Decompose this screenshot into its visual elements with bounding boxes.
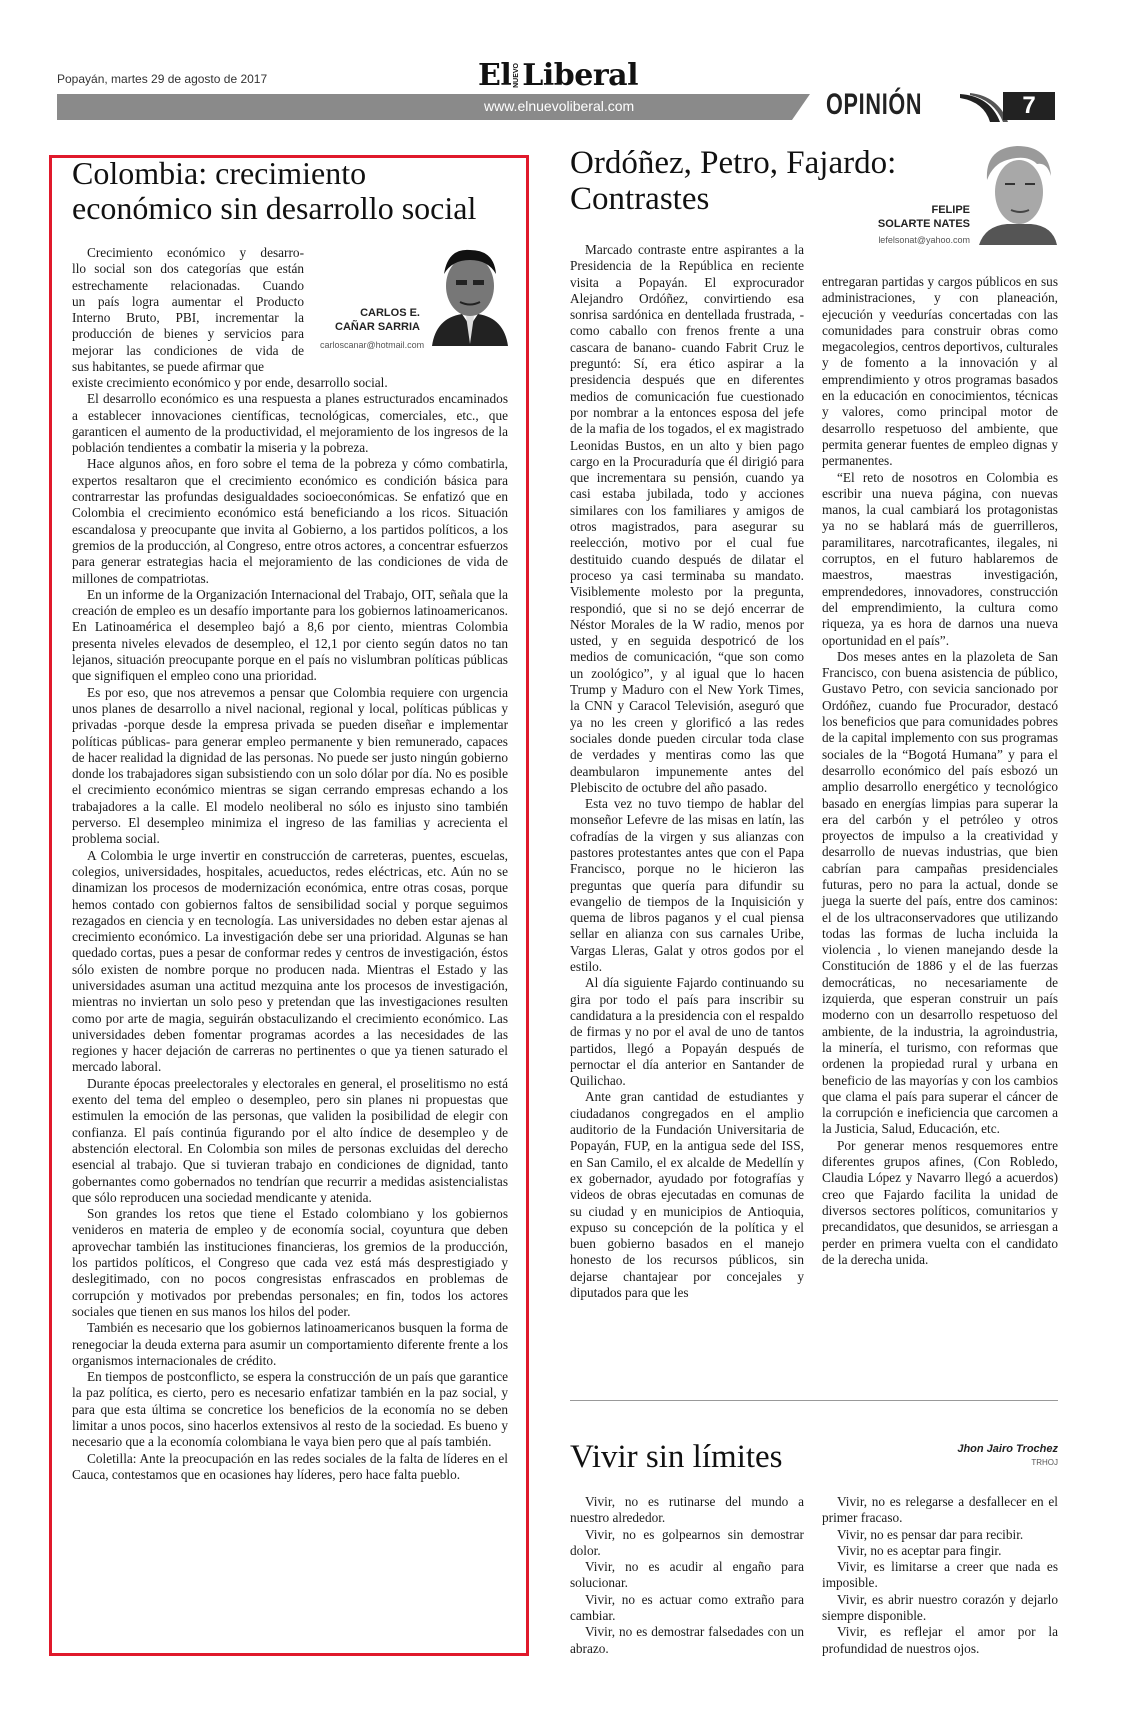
- article1-author-last: CAÑAR SARRIA: [335, 321, 420, 333]
- article2-paragraph: Ante gran cantidad de estudiantes y ciudadanos congregados en el amplio auditorio de la Fundación Universitaria de Popayán, FUP, en la antigua sede del ISS, en San Camilo, el ex alcalde de Medellín y ex gobernador, ayudado por fotografías y videos de obras ejecutadas en comunas de su ciudad y en municipios de Antioquia, expuso su concepción de la política y el buen gobierno basados en el manejo honesto de los recursos públicos, sin dejarse chantajear por concejales y diputados para que les: [570, 1089, 804, 1300]
- publication-date: Popayán, martes 29 de agosto de 2017: [57, 72, 268, 86]
- article3-verse: Vivir, es abrir nuestro corazón y dejarlo siempre disponible.: [822, 1591, 1058, 1624]
- article2-paragraph: Marcado contraste entre aspirantes a la Presidencia de la República en reciente visita a Popayán. El exprocurador Alejandro Ordóñez, convirtiendo esa sonrisa sardónica en dentellada frustrada, -como caballo con frenos frente a una cascara de banano- cuando Fabrit Cruz le preguntó: Sí, era ético aspirar a la presidencia después que en diferentes medios de comunicación fue cuestionado por nombrar a la entonces esposa del jefe de la mafia de los togados, el ex magistrado Leonidas Bustos, en un alto y bien pago cargo en la Procuraduría que él dirigió para que incrementara su pensión, cuando ya casi estaba jubilada, todo y acciones similares con los familiares y amigos de otros magistrados, para asegurar su reelección, motivo por el cual fue destituido cuando después de dilatar el proceso ya casi terminaba su mandato. Visiblemente molesto por la pregunta, respondió, que si no se dejó encerrar de Néstor Morales de la W radio, menos por usted, y en seguida despotricó de los medios de comunicación, “que son como un zoológico”, y al igual que lo hacen Trump y Maduro con el New York Times, la CNN y Caracol Televisión, aseguró que ya no les creen y glorificó a las redes sociales donde pueden circular toda clase de verdades y mentiras como las que deambularon impunemente antes del Plebiscito de octubre del año pasado.: [570, 242, 804, 795]
- article1-paragraph: existe crecimiento económico y por ende, desarrollo social.: [72, 375, 388, 390]
- article1-intro-line: sus habitantes, se puede afirmar que: [72, 359, 264, 375]
- article1-paragraph: Durante épocas preelectorales y electorales en general, el proselitismo no está exento del tema del empleo o desempleo, pero sin planes ni propuestas que estimulen la emoción de las personas, que validen la posibilidad de elegir con confianza. El país continúa figurando por el alto índice de desempleo y de abstención electoral. En Colombia son miles de personas excluidas del derecho esencial al trabajo. Que si tuvieran trabajo en condiciones de dignidad, tanto gobernantes como gobernados no tendrían que recurrir a medidas asistencialistas que sólo reproducen una sociedad mendicante y atenida.: [72, 1075, 508, 1205]
- header-bar: [57, 94, 792, 120]
- logo-el: El: [478, 58, 512, 93]
- article3-verse: Vivir, no es rutinarse del mundo a nuestro alrededor.: [570, 1494, 804, 1526]
- article3-author: Jhon Jairo Trochez: [957, 1443, 1058, 1455]
- logo-liberal: Liberal: [522, 58, 638, 93]
- article3-col1: [570, 1494, 804, 1657]
- article1-intro-line: producción de bienes y servicios para: [72, 326, 304, 342]
- website-url: www.elnuevoliberal.com: [484, 98, 635, 114]
- article1-paragraph: Es por eso, que nos atrevemos a pensar que Colombia requiere con urgencia unos planes de desarrollo a nivel nacional, regional y local, políticas públicas y privadas -porque desde la empresa privada se pueden diseñar e implementar políticas públicas- para generar empleo permanente y bien remunerado, capaces de hacer realidad la dignidad de las personas. No puede ser justo ningún gobierno donde los trabajadores sigan subsistiendo con un solo dólar por día. No es posible el crecimiento económico mientras se sigan cerrando empresas echando a los trabajadores a la calle. El modelo neoliberal no sólo es injusto sino también perverso. El desempleo minimiza el ingreso de las familias y acrecienta el problema social.: [72, 684, 508, 847]
- article1-intro-line: estrechamente relacionadas. Cuando: [72, 277, 304, 293]
- article1-paragraph: En tiempos de postconflicto, se espera la construcción de un país que garantice la paz política, es cierto, pero es necesario enfatizar también en la paz social, y para que esta última se concretice los beneficios de la economía no se deben limitar a unos pocos, sino hacerlos extensivos al resto de la sociedad. Es bueno y necesario que a la economía colombiana le vaya bien pero que al país también.: [72, 1369, 508, 1450]
- article1-paragraph: También es necesario que los gobiernos latinoamericanos busquen la forma de renegociar la deuda externa para asumir un comportamiento diferente frente a los organismos internacionales de crédito.: [72, 1320, 508, 1368]
- article3-verse: Vivir, no es acudir al engaño para solucionar.: [570, 1559, 804, 1591]
- article1-author-first: CARLOS E.: [360, 307, 420, 319]
- article3-author-sub: TRHOJ: [1031, 1458, 1058, 1467]
- section-divider: [570, 1400, 1058, 1401]
- article1-intro-line: un país logra aumentar el Producto: [72, 293, 304, 309]
- article2-author-last: SOLARTE NATES: [877, 218, 970, 230]
- newspaper-logo: [478, 58, 638, 93]
- article2-paragraph: Por generar menos resquemores entre diferentes grupos afines, (Con Robledo, Claudia López y Navarro llegó a acuerdos) creo que Fajardo facilita la unidad de diversos sectores políticos, comunitarios y precandidatos, que desunidos, se arriesgan a perder en primera vuelta con el candidato de la derecha unida.: [822, 1137, 1058, 1267]
- article3-verse: Vivir, es reflejar el amor por la profundidad de nuestros ojos.: [822, 1624, 1058, 1656]
- article2-byline: [870, 203, 970, 247]
- article2-paragraph: Dos meses antes en la plazoleta de San Francisco, con buena asistencia de público, Gustavo Petro, con sevicia sancionado por Ordóñez, cuando fue Procurador, destacó los beneficios que para comunidades pobres de la capital implemento con sus programas sociales de la “Bogotá Humana” y para el desarrollo económico del país esbozó un amplio desarrollo energético y tecnológico basado en energías limpias para superar la era del carbón y el petróleo y otros proyectos de impulso a la creatividad y desarrollo de nuevas industrias, que bien cabrían para campañas presidenciales futuras, pero no para la actual, donde se juega la suerte del país, entre dos caminos: el de los ultraconservadores que utilizando todas las formas de lucha incluida la violencia , lo vienen manejando desde la Constitución de 1886 y el de las fuerzas democráticas, no necesariamente de izquierda, que esperan construir un país moderno con un desarrollo respetuoso del ambiente, de la industria, la agroindustria, la minería, el turismo, con reformas que ordenen la propiedad rural y urbana en beneficio de las mayorías y con los cambios que clama el país para superar el cáncer de la corrupción e ineficiencia que carcomen a la Justicia, Salud, Educación, etc.: [822, 648, 1058, 1137]
- page-number: 7: [1003, 92, 1055, 120]
- article3-verse: Vivir, no es actuar como extraño para cambiar.: [570, 1591, 804, 1624]
- section-title: OPINIÓN: [826, 88, 923, 121]
- article2-author-first: FELIPE: [931, 204, 970, 216]
- article1-email: carloscanar@hotmail.com: [320, 340, 425, 350]
- article3-verse: Vivir, no es aceptar para fingir.: [837, 1542, 1002, 1558]
- article3-verse: Vivir, no es golpearnos sin demostrar dolor.: [570, 1526, 804, 1558]
- article3-col2: [822, 1494, 1058, 1657]
- article1-intro-line: llo social son dos categorías que están: [72, 261, 304, 277]
- article2-paragraph: “El reto de nosotros en Colombia es escribir una nueva página, con nuevas manos, la cual cambiará los protagonistas ya no se hablará más de guerrilleros, paramilitares, narcotraficantes, ilegales, ni corruptos, en el futuro hablaremos de maestros, maestras investigación, emprendedores, innovadores, construcción del emprendimiento, la cultura como riqueza, ya es hora de darnos una nueva oportunidad en el país”.: [822, 469, 1058, 648]
- article3-verse: Vivir, no es relegarse a desfallecer en el primer fracaso.: [822, 1494, 1058, 1526]
- article2-author-photo: [977, 140, 1059, 245]
- article2-col1: [570, 242, 804, 1301]
- article3-verse: Vivir, no es demostrar falsedades con un abrazo.: [570, 1624, 804, 1656]
- article1-intro: [72, 245, 304, 375]
- article1-paragraph: Coletilla: Ante la preocupación en las redes sociales de la falta de líderes en el Cauca, contestamos que en ocasiones hay líderes, pero hace falta pueblo.: [72, 1450, 508, 1482]
- article1-author-photo: [428, 244, 510, 346]
- article1-paragraph: Son grandes los retos que tiene el Estado colombiano y los gobiernos venideros en materia de empleo y de economía social, coyuntura que deben aprovechar también las instituciones financieras, los gremios de la producción, los partidos políticos, el Congreso que cada vez está más desprestigiado y deslegitimado, con no pocos congresistas enfrascados en problemas de corrupción y motivados por prebendas personales; en fin, todos los actores sociales que tienen en sus manos los hilos del poder.: [72, 1206, 508, 1319]
- article3-verse: Vivir, no es pensar dar para recibir.: [837, 1526, 1024, 1542]
- article2-col2: [822, 274, 1058, 1268]
- article2-paragraph: entregaran partidas y cargos públicos en sus administraciones, y con planeación, ejecución y veedurías concertadas con las comunidades para construir obras como megacolegios, centros deportivos, culturales y de fomento a la innovación y al emprendimiento y otros programas basados en la educación en conocimientos, técnicas y valores, como principal motor de desarrollo respetuoso del ambiente, que permita generar fuentes de empleo dignas y permanentes.: [822, 274, 1058, 469]
- article1-intro-line: Crecimiento económico y desarro-: [87, 245, 304, 260]
- header-bar-tip: [792, 94, 810, 120]
- article1-paragraph: A Colombia le urge invertir en construcción de carreteras, puentes, escuelas, colegios, universidades, hospitales, acueductos, redes eléctricas, etc. Aún no se dinamizan los procesos de modernización económica, entre otras cosas, porque hemos contado con gobiernos faltos de sensibilidad social y porque seguimos rezagados en ciencia y en tecnología. Las universidades no deben estar ajenas al crecimiento económico. La investigación debe ser una prioridad. Algunas se han quedado cortas, pues a pesar de conformar redes y centros de investigación, éstos sólo existen de nombre porque no producen nada. Mientras el Estado y las universidades asuman una actitud mezquina ante los procesos de investigación, mientras no inviertan un solo peso y pretendan que las investigaciones resulten como por arte de magia, seguirán obstaculizando el crecimiento económico. Las universidades deben fomentar programas acordes a las necesidades de las regiones y hacer dejación de carreras no pertinentes o que ya tienen saturado el mercado laboral.: [72, 847, 508, 1075]
- article2-paragraph: Esta vez no tuvo tiempo de hablar del monseñor Lefevre de las misas en latín, las cofradías de la virgen y sus alianzas con pastores protestantes antes que con el Papa Francisco, porque no le hicieron las preguntas que quería para difundir su evangelio de tiempos de la Inquisición y quema de libros paganos y el cual piensa sellar en alianza con sus carnales Uribe, Vargas Lleras, Galat y otros godos por el estilo.: [570, 796, 804, 975]
- article1-intro-line: mejorar las condiciones de vida de: [72, 342, 304, 358]
- article2-title: Ordóñez, Petro, Fajardo: Contrastes: [570, 145, 897, 217]
- article3-title: Vivir sin límites: [570, 1439, 783, 1475]
- article3-byline: [900, 1442, 1058, 1470]
- article1-title: Colombia: crecimiento económico sin desarrollo social: [72, 155, 477, 226]
- article1-paragraph: Hace algunos años, en foro sobre el tema de la pobreza y cómo combatirla, expertos resaltaron que el crecimiento económico es condición básica para contrarrestar las profundas desigualdades socioeconómicas. Se enfatizó que en Colombia el crecimiento económico está beneficiando a los ricos. Situación escandalosa y preocupante que invita al Gobierno, a los partidos políticos, a los gremios de la producción, al Congreso, entre otros actores, a concentrar esfuerzos para generar estrategias hacia el mejoramiento de las condiciones de vida de millones de compatriotas.: [72, 456, 508, 586]
- article1-body: [72, 375, 508, 1483]
- logo-nuevo: NUEVO: [513, 63, 521, 88]
- article1-intro-line: Interno Bruto, PBI, incrementar la: [72, 310, 304, 326]
- article1-paragraph: El desarrollo económico es una respuesta a planes estructurados encaminados a establecer innovaciones científicas, tecnológicas, comerciales, etc., que garanticen el aumento de la productividad, el mejoramiento de los ingresos de la población tendientes a combatir la miseria y la pobreza.: [72, 391, 508, 456]
- article1-byline: [320, 306, 425, 352]
- article2-paragraph: Al día siguiente Fajardo continuando su gira por todo el país para inscribir su candidatura a la presidencia con el respaldo de firmas y no por el aval de uno de tantos partidos, llegó a Popayán después de pernoctar el día anterior en Santander de Quilichao.: [570, 975, 804, 1089]
- article3-verse: Vivir, es limitarse a creer que nada es imposible.: [822, 1559, 1058, 1591]
- article2-email: lefelsonat@yahoo.com: [878, 235, 970, 245]
- article1-paragraph: En un informe de la Organización Internacional del Trabajo, OIT, señala que la creación de empleo es un desafío importante para los gobiernos latinoamericanos. En Latinoamérica el desempleo bajó a 8,6 por ciento, mientras Colombia presenta niveles elevados de desempleo, el 12,1 por ciento según datos no tan lejanos, situación preocupante porque en el país no vislumbran políticas públicas que signifiquen el empleo cono una prioridad.: [72, 586, 508, 684]
